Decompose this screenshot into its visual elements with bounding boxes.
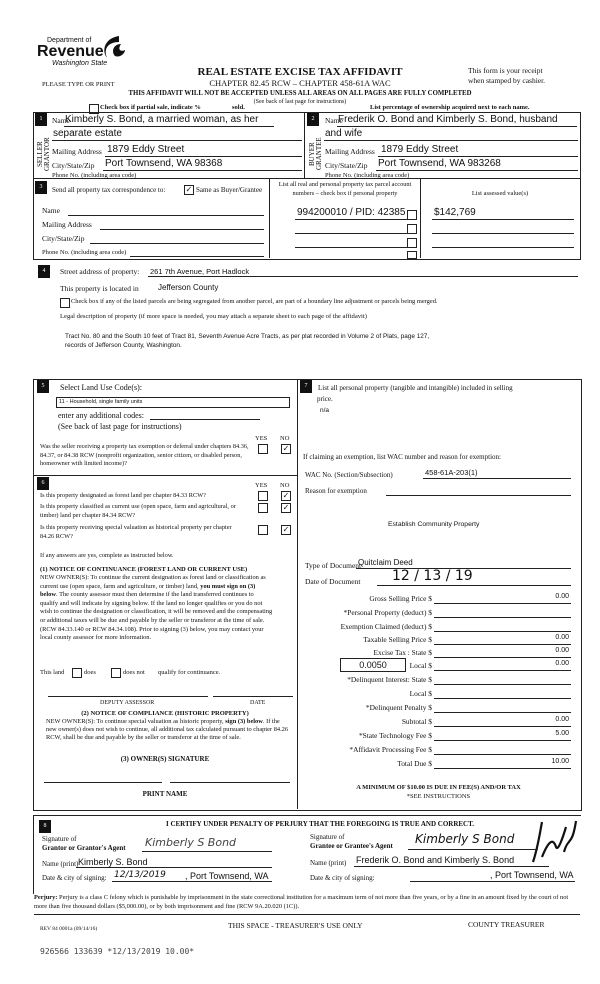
logo-text: Department of xyxy=(47,37,92,44)
notice-continuance-text xyxy=(40,574,273,643)
section-number: 6 xyxy=(37,477,49,490)
grantee-print-name[interactable]: Frederik O. Bond and Kimberly S. Bond xyxy=(356,855,515,865)
cashier-stamp: 926566 133639 *12/13/2019 10.00* xyxy=(40,947,195,956)
fee-label: *Personal Property (deduct) $ xyxy=(343,608,432,617)
grantor-signing-date[interactable]: 12/13/2019 xyxy=(114,870,166,880)
fee-label: Subtotal $ xyxy=(401,717,432,726)
section-number: 3 xyxy=(35,181,47,194)
legal-description[interactable]: Tract No. 80 and the South 10 feet of Tract 81, Seventh Avenue Acre Tracts, as per plat recorded in Volume 2 of Plats, page 127, xyxy=(65,333,430,340)
field-line xyxy=(52,140,302,141)
fee-line xyxy=(434,657,571,658)
name-label: Name xyxy=(42,206,60,215)
historic-question: Is this property receiving special valuation as historical property per chapter 84.26 RCW? xyxy=(40,524,232,540)
this-land-label: This land xyxy=(40,669,65,676)
perjury-notice xyxy=(34,893,582,911)
fee-line xyxy=(434,740,571,741)
see-back: (See back of last page for instructions) xyxy=(58,422,182,431)
if-yes-note: If any answers are yes, complete as instructed below. xyxy=(40,552,174,559)
fee-line xyxy=(434,603,571,604)
claiming-exemption-label: If claiming an exemption, list WAC number and reason for exemption: xyxy=(303,453,501,461)
field-line xyxy=(354,866,549,867)
notice-text: NEW OWNER(S): To continue special valuation as historic property, xyxy=(46,718,224,725)
assessed-value-field[interactable]: $142,769 xyxy=(434,207,476,218)
print-name-label: PRINT NAME xyxy=(142,790,188,798)
see-back: (See back of last page for instructions) xyxy=(253,99,347,105)
field-line xyxy=(408,849,538,850)
receipt-note: This form is your receipt xyxy=(468,66,543,75)
notice-text: . The county assessor must then determine if the land transferred continues to qualify and will indicate by signing below. If the land no longer qualifies or you do not wish to continue the designation or classification, it will be removed and the compensating or additional taxes will be due and payable by the seller or transferor at the time of sale. (RCW 84.33.140 or RCW 84.34.108). Prior to signing (3) below, you may contact your local county assessor for more information. xyxy=(40,591,273,642)
city-label: City/State/Zip xyxy=(325,161,368,170)
fee-label: Gross Selling Price $ xyxy=(369,594,432,603)
treasurer-use-label: THIS SPACE - TREASURER'S USE ONLY xyxy=(228,921,363,930)
notice-text: NEW OWNER(S): To continue the current designation as forest land or classification as current use (open space, farm and agriculture, or timber) land, xyxy=(40,574,266,590)
land-use-label: Select Land Use Code(s): xyxy=(60,383,142,392)
mail-label: Mailing Address xyxy=(52,147,102,156)
owner-signature-line[interactable] xyxy=(44,782,162,783)
fee-line xyxy=(434,698,571,699)
see-instructions: *SEE INSTRUCTIONS xyxy=(406,793,471,800)
field-line xyxy=(337,126,577,127)
located-label: This property is located in xyxy=(60,284,139,293)
field-line xyxy=(105,156,302,157)
perjury-text: Perjury is a class C felony which is punishable by imprisonment in the state correctional institution for a maximum term of not more than five years, or by a fine in an amount fixed by the court of not more than five thousand dollars ($5,000.00), or by both imprisonment and fine (RCW 9A.20.020 (1C)). xyxy=(34,894,569,910)
parcel-header: List all real and personal property tax parcel account xyxy=(278,181,412,188)
fee-value-field[interactable]: 0.00 xyxy=(555,716,569,723)
current-use-question: Is this property classified as current use (open space, farm and agricultural, or timber) land per chapter 84.34 RCW? xyxy=(40,503,236,519)
personal-property-checkbox[interactable] xyxy=(407,224,417,234)
mail-label: Mailing Address xyxy=(325,147,375,156)
field-line xyxy=(148,276,578,277)
fee-line xyxy=(434,631,571,632)
legal-label: Legal description of property (if more space is needed, you may attach a separate sheet to each page of the affidavit) xyxy=(60,313,367,320)
assessed-value-field[interactable] xyxy=(432,247,574,248)
notice-text-bold: you must sign on (3) below xyxy=(40,582,256,599)
fee-line xyxy=(434,754,571,755)
fee-value-field[interactable]: 10.00 xyxy=(551,758,569,765)
fee-label: *Affidavit Processing Fee $ xyxy=(349,745,432,754)
name-label: Name xyxy=(52,116,70,125)
section-number: 1 xyxy=(35,113,47,126)
land-use-select[interactable] xyxy=(56,397,290,408)
sold-label: sold. xyxy=(232,104,245,111)
section-number: 7 xyxy=(300,380,312,393)
no-header: NO xyxy=(280,482,290,489)
no-header: NO xyxy=(280,435,290,442)
seller-grantor-label: SELLER GRANTOR xyxy=(36,137,51,171)
notice-text-bold: sign (3) below xyxy=(225,718,263,725)
fee-value-field[interactable]: 0.00 xyxy=(555,647,569,654)
deputy-assessor-signature-line[interactable] xyxy=(48,696,208,697)
fee-line xyxy=(434,768,571,769)
receipt-note: when stamped by cashier. xyxy=(468,76,546,85)
phone-label: Phone No. (including area code) xyxy=(52,172,137,179)
grantee-agent-label: Grantee or Grantee's Agent xyxy=(310,842,393,850)
buyer-name-field[interactable]: Frederik O. Bond and Kimberly S. Bond, husband xyxy=(338,114,558,125)
personal-property-label: List all personal property (tangible and intangible) included in selling xyxy=(318,384,513,392)
grantor-signature[interactable]: Kimberly S Bond xyxy=(145,836,237,849)
parcel-number-field[interactable] xyxy=(295,233,415,234)
segregated-label: Check box if any of the listed parcels are being segregated from another parcel, are part of a boundary line adjustment or parcels being merged. xyxy=(71,298,438,305)
date-city-label: Date & city of signing: xyxy=(42,874,107,882)
divider xyxy=(34,914,580,915)
field-line xyxy=(386,495,571,496)
perjury-label: Perjury: xyxy=(34,894,58,901)
divider xyxy=(297,379,298,809)
current-use-yes-checkbox[interactable] xyxy=(258,503,268,513)
land-use-value: 11 - Household, single family units xyxy=(59,399,143,405)
date-city-label: Date & city of signing: xyxy=(310,874,375,882)
buyer-name-field-2[interactable]: and wife xyxy=(325,128,363,139)
field-line xyxy=(432,219,574,220)
field-line xyxy=(376,170,578,171)
forest-question: Is this property designated as forest land per chapter 84.33 RCW? xyxy=(40,492,206,499)
does-qualify-checkbox[interactable] xyxy=(72,668,82,678)
grantee-signing-city[interactable]: , Port Townsend, WA xyxy=(490,870,574,880)
field-line xyxy=(377,585,571,586)
correspondence-mail-field[interactable] xyxy=(100,229,264,230)
same-as-buyer-checkbox[interactable]: ✓ xyxy=(185,185,193,194)
correspondence-city-field[interactable] xyxy=(90,243,264,244)
yes-header: YES xyxy=(255,482,268,489)
date-label: DATE xyxy=(250,700,266,706)
does-not-qualify-checkbox[interactable] xyxy=(111,668,121,678)
legal-description[interactable]: records of Jefferson County, Washington. xyxy=(65,342,182,349)
forest-yes-checkbox[interactable] xyxy=(258,491,268,501)
assessed-value-field[interactable] xyxy=(432,233,574,234)
wac-label: WAC No. (Section/Subsection) xyxy=(305,471,393,479)
please-type: PLEASE TYPE OR PRINT xyxy=(42,81,115,88)
personal-property-value[interactable]: n/a xyxy=(320,407,330,414)
additional-codes-label: enter any additional codes: xyxy=(58,411,144,420)
section-number: 4 xyxy=(38,265,50,278)
personal-property-checkbox[interactable] xyxy=(407,238,417,248)
fee-label: *Delinquent Penalty $ xyxy=(365,703,432,712)
historic-yes-checkbox[interactable] xyxy=(258,525,268,535)
exemption-no-checkbox[interactable]: ✓ xyxy=(282,444,290,453)
field-line xyxy=(64,126,274,127)
seller-mail-field[interactable]: 1879 Eddy Street xyxy=(107,144,185,155)
fee-label: Excise Tax : State $ xyxy=(373,648,432,657)
city-label: City/State/Zip xyxy=(42,234,85,243)
buyer-city-field[interactable]: Port Townsend, WA 983268 xyxy=(378,158,501,169)
fee-label: Total Due $ xyxy=(397,759,432,768)
divider xyxy=(33,475,297,476)
fee-label: Local $ xyxy=(409,689,432,698)
section-number: 8 xyxy=(39,820,51,833)
notice-compliance-title: (2) NOTICE OF COMPLIANCE (HISTORIC PROPERTY) xyxy=(81,710,249,717)
notice-text: . If the new owner(s) does not wish to continue, all additional tax calculated pursuant to chapter 84.26 RCW, shall be due and payable by the seller or transferor at the time of sale. xyxy=(46,718,289,742)
field-line xyxy=(324,140,578,141)
grantor-print-name[interactable]: Kimberly S. Bond xyxy=(78,857,148,867)
signature-of-label: Signature of xyxy=(42,835,77,843)
segregated-checkbox[interactable] xyxy=(60,298,70,308)
name-print-label: Name (print) xyxy=(42,860,79,868)
local-rate-value: 0.0050 xyxy=(359,660,387,670)
assessor-date-line[interactable] xyxy=(213,696,293,697)
send-label: Send all property tax correspondence to: xyxy=(52,186,166,194)
name-print-label: Name (print) xyxy=(310,859,347,867)
field-line xyxy=(378,156,578,157)
fee-line xyxy=(434,726,571,727)
seller-city-field[interactable]: Port Townsend, WA 98368 xyxy=(105,158,223,169)
form-subtitle: CHAPTER 82.45 RCW – CHAPTER 458-61A WAC xyxy=(209,78,391,88)
yes-header: YES xyxy=(255,435,268,442)
ownership-note: List percentage of ownership acquired next to each name. xyxy=(370,104,530,111)
county-field[interactable]: Jefferson County xyxy=(158,283,219,292)
mail-label: Mailing Address xyxy=(42,220,92,229)
fee-line xyxy=(434,644,571,645)
form-title: REAL ESTATE EXCISE TAX AFFIDAVIT xyxy=(197,66,403,78)
deputy-assessor-label: DEPUTY ASSESSOR xyxy=(100,700,155,706)
signature-of-label: Signature of xyxy=(310,833,345,841)
correspondence-phone-field[interactable] xyxy=(130,256,264,257)
phone-label: Phone No. (including area code) xyxy=(42,249,127,256)
historic-no-checkbox[interactable]: ✓ xyxy=(282,525,290,534)
exemption-question: Was the seller receiving a property tax exemption or deferral under chapters 84.36, 84.37, or 84.38 RCW (nonprofit organization, senior citizen, or disabled person, homeowner with limited income)? xyxy=(40,443,249,467)
logo-text: Washington State xyxy=(52,60,108,67)
fee-value-field[interactable]: 5.00 xyxy=(555,730,569,737)
fee-label: Taxable Selling Price $ xyxy=(363,635,432,644)
fee-value-field[interactable]: 0.00 xyxy=(555,660,569,667)
notice-compliance-text xyxy=(46,718,291,743)
minimum-due-note: A MINIMUM OF $10.00 IS DUE IN FEE(S) AND/OR TAX xyxy=(356,784,521,791)
owner-signature-line[interactable] xyxy=(170,782,290,783)
partial-sale-label: Check box if partial sale, indicate % xyxy=(100,104,201,111)
phone-label: Phone No. (including area code) xyxy=(325,172,410,179)
fee-line xyxy=(434,670,571,671)
assessed-header: List assessed value(s) xyxy=(471,190,529,197)
fee-value-field[interactable]: 0.00 xyxy=(555,634,569,641)
fee-line xyxy=(434,684,571,685)
grantee-second-signature xyxy=(528,817,580,867)
doc-date-field[interactable]: 12 / 13 / 19 xyxy=(392,568,473,584)
grantee-signature[interactable]: Kimberly S Bond xyxy=(415,832,515,846)
fee-line xyxy=(434,712,571,713)
same-as-buyer-label: Same as Buyer/Grantee xyxy=(196,186,263,194)
doc-date-label: Date of Document xyxy=(305,577,361,586)
field-line xyxy=(103,170,302,171)
personal-property-checkbox[interactable] xyxy=(407,210,417,220)
additional-codes-field[interactable] xyxy=(150,419,260,420)
field-line xyxy=(423,478,571,479)
field-line xyxy=(410,881,575,882)
buyer-mail-field[interactable]: 1879 Eddy Street xyxy=(381,144,459,155)
fee-line xyxy=(434,617,571,618)
field-line xyxy=(295,219,415,220)
fee-value-field[interactable]: 0.00 xyxy=(555,593,569,600)
fee-label: *State Technology Fee $ xyxy=(358,731,432,740)
dor-logo-icon xyxy=(99,34,127,60)
reason-label: Reason for exemption xyxy=(305,487,367,495)
reason-field[interactable]: Establish Community Property xyxy=(388,521,480,528)
qualify-label: qualify for continuance. xyxy=(158,669,221,676)
fee-label: Exemption Claimed (deduct) $ xyxy=(340,622,432,631)
form-revision: REV 84 0001a (09/14/16) xyxy=(40,926,98,932)
city-label: City/State/Zip xyxy=(52,161,95,170)
fee-label: Local $ xyxy=(409,661,432,670)
personal-property-checkbox[interactable] xyxy=(407,251,417,259)
logo-text: Revenue xyxy=(37,43,104,60)
current-use-no-checkbox[interactable]: ✓ xyxy=(282,503,290,512)
parcel-header: numbers – check box if personal property xyxy=(292,190,398,197)
does-not-label: does not xyxy=(123,669,145,676)
parcel-number-field[interactable] xyxy=(295,247,415,248)
section-number: 2 xyxy=(307,113,319,126)
field-line xyxy=(76,867,272,868)
doc-type-label: Type of Document xyxy=(305,561,362,570)
grantor-agent-label: Grantor or Grantor's Agent xyxy=(42,844,126,852)
seller-name-field-2[interactable]: separate estate xyxy=(53,128,122,139)
county-treasurer-label: COUNTY TREASURER xyxy=(468,920,545,929)
field-line xyxy=(142,851,272,852)
certify-statement: I CERTIFY UNDER PENALTY OF PERJURY THAT THE FOREGOING IS TRUE AND CORRECT. xyxy=(165,820,474,828)
divider xyxy=(304,112,305,178)
does-label: does xyxy=(84,669,96,676)
correspondence-name-field[interactable] xyxy=(68,215,264,216)
street-label: Street address of property: xyxy=(60,267,140,276)
wac-number-field[interactable]: 458-61A-203(1) xyxy=(425,468,478,477)
exemption-yes-checkbox[interactable] xyxy=(258,444,268,454)
section-number: 5 xyxy=(37,380,49,393)
forest-no-checkbox[interactable]: ✓ xyxy=(282,491,290,500)
owner-signature-title: (3) OWNER(S) SIGNATURE xyxy=(120,755,210,763)
name-label: Name xyxy=(325,116,343,125)
field-line xyxy=(112,881,272,882)
seller-name-field[interactable]: Kimberly S. Bond, a married woman, as her xyxy=(65,114,259,125)
doc-type-field[interactable]: Quitclaim Deed xyxy=(358,558,413,567)
parcel-number-field[interactable]: 994200010 / PID: 42385 xyxy=(297,207,406,218)
fee-label: *Delinquent Interest: State $ xyxy=(347,675,432,684)
buyer-grantee-label: BUYER GRANTEE xyxy=(308,137,323,171)
price-label: price. xyxy=(317,395,333,403)
street-address-field[interactable]: 261 7th Avenue, Port Hadlock xyxy=(150,267,250,276)
warning-text: THIS AFFIDAVIT WILL NOT BE ACCEPTED UNLESS ALL AREAS ON ALL PAGES ARE FULLY COMPLETED xyxy=(128,90,472,97)
notice-continuance-title: (1) NOTICE OF CONTINUANCE (FOREST LAND OR CURRENT USE) xyxy=(40,566,248,573)
grantor-signing-city[interactable]: , Port Townsend, WA xyxy=(185,871,269,881)
